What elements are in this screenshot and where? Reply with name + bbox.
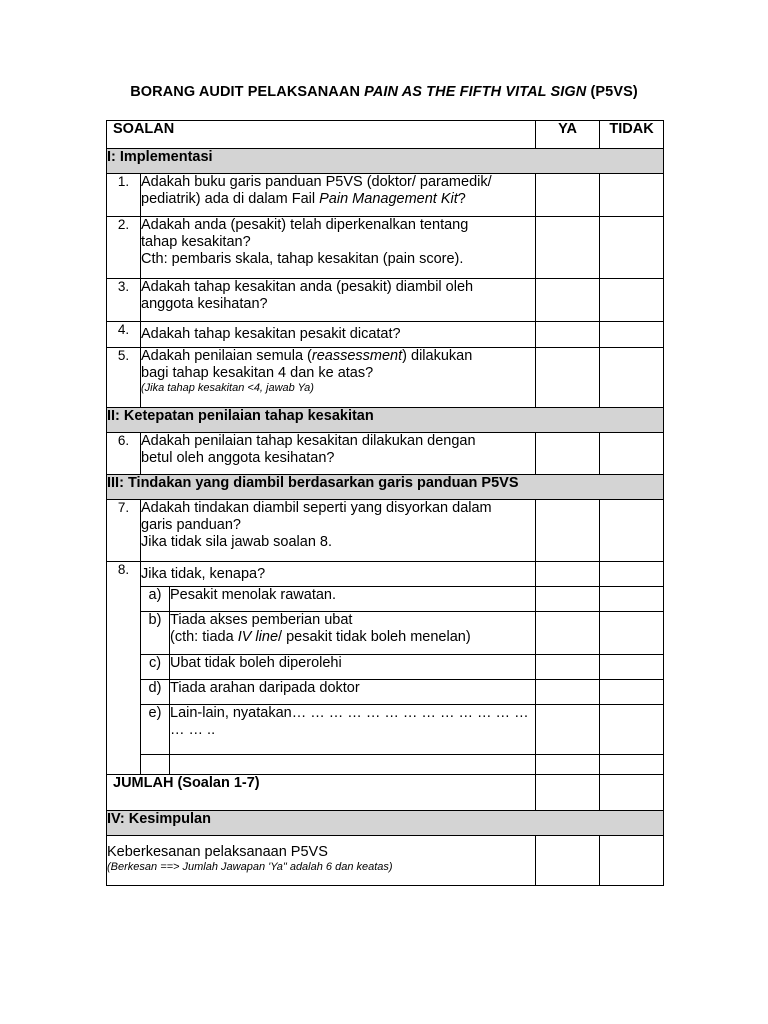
question-row	[107, 500, 664, 562]
question-line: Adakah tindakan diambil seperti yang disyorkan dalam	[141, 500, 492, 516]
answer-ya-cell[interactable]	[536, 348, 600, 408]
question-text	[141, 174, 536, 217]
question-fragment: ) dilakukan	[402, 348, 473, 364]
question-line: Cth: pembaris skala, tahap kesakitan (pain score).	[141, 251, 464, 267]
question-text: Adakah tahap kesakitan pesakit dicatat?	[141, 322, 536, 348]
answer-tidak-cell[interactable]	[600, 217, 664, 279]
answer-ya-cell[interactable]	[536, 562, 600, 587]
section-row	[107, 811, 664, 836]
subitem-row	[107, 587, 664, 612]
answer-tidak-cell[interactable]	[600, 174, 664, 217]
question-line: Adakah anda (pesakit) telah diperkenalkan tentang	[141, 217, 469, 233]
subitem-label: c)	[141, 655, 170, 680]
subitem-row	[107, 705, 664, 755]
question-number: 8.	[107, 562, 141, 775]
question-text	[141, 348, 536, 408]
title-prefix: BORANG AUDIT PELAKSANAAN	[130, 84, 365, 100]
title-suffix: (P5VS)	[586, 84, 638, 100]
question-fragment: ?	[457, 191, 466, 207]
section-kesimpulan: IV: Kesimpulan	[107, 811, 664, 836]
question-line: Jika tidak sila jawab soalan 8.	[141, 534, 333, 550]
answer-tidak-cell[interactable]	[600, 612, 664, 655]
subitem-spacer-row	[107, 755, 664, 775]
question-row	[107, 279, 664, 322]
answer-ya-cell[interactable]	[536, 279, 600, 322]
answer-tidak-cell[interactable]	[600, 587, 664, 612]
jumlah-row	[107, 775, 664, 811]
question-row	[107, 322, 664, 348]
audit-table	[106, 120, 664, 886]
answer-ya-cell[interactable]	[536, 500, 600, 562]
header-soalan: SOALAN	[107, 121, 536, 149]
question-fragment: pediatrik) ada di dalam Fail	[141, 191, 320, 207]
subitem-label: d)	[141, 680, 170, 705]
subitem-row	[107, 680, 664, 705]
question-line: Adakah tahap kesakitan anda (pesakit) diambil oleh	[141, 279, 474, 295]
answer-ya-cell[interactable]	[536, 217, 600, 279]
header-tidak: TIDAK	[600, 121, 664, 149]
section-row	[107, 408, 664, 433]
question-fragment: Adakah penilaian semula (	[141, 348, 312, 364]
kesimpulan-note: (Berkesan ==> Jumlah Jawapan 'Ya" adalah 6 dan keatas)	[107, 861, 393, 873]
subitem-fragment: (cth: tiada	[170, 629, 238, 645]
form-title	[0, 84, 768, 100]
title-italic: PAIN AS THE FIFTH VITAL SIGN	[364, 84, 587, 100]
question-text	[141, 217, 536, 279]
kesimpulan-row	[107, 836, 664, 886]
question-note: (Jika tahap kesakitan <4, jawab Ya)	[141, 382, 314, 394]
jumlah-ya-cell[interactable]	[536, 775, 600, 811]
answer-tidak-cell[interactable]	[600, 279, 664, 322]
answer-tidak-cell[interactable]	[600, 322, 664, 348]
subitem-fragment: / pesakit tidak boleh menelan)	[278, 629, 471, 645]
question-number: 4.	[107, 322, 141, 348]
subitem-row	[107, 655, 664, 680]
question-number: 3.	[107, 279, 141, 322]
question-text: Jika tidak, kenapa?	[141, 562, 536, 587]
question-line: Adakah buku garis panduan P5VS (doktor/ paramedik/	[141, 174, 492, 190]
answer-ya-cell[interactable]	[536, 612, 600, 655]
spacer-cell	[170, 755, 536, 775]
question-row	[107, 433, 664, 475]
subitem-text: Lain-lain, nyatakan… … … … … … … … … … … … … … … ..	[170, 705, 536, 755]
question-italic-fragment: Pain Management Kit	[319, 191, 458, 207]
section-ketepatan: II: Ketepatan penilaian tahap kesakitan	[107, 408, 664, 433]
answer-ya-cell[interactable]	[536, 433, 600, 475]
subitem-label: b)	[141, 612, 170, 655]
answer-tidak-cell[interactable]	[600, 348, 664, 408]
spacer-cell	[141, 755, 170, 775]
header-ya: YA	[536, 121, 600, 149]
answer-ya-cell[interactable]	[536, 705, 600, 755]
question-italic-fragment: reassessment	[311, 348, 403, 364]
answer-tidak-cell[interactable]	[600, 705, 664, 755]
question-row	[107, 217, 664, 279]
section-tindakan: III: Tindakan yang diambil berdasarkan garis panduan P5VS	[107, 475, 664, 500]
subitem-italic-fragment: IV line	[237, 629, 279, 645]
question-number: 5.	[107, 348, 141, 408]
question-row	[107, 174, 664, 217]
answer-ya-cell[interactable]	[536, 655, 600, 680]
question-text	[141, 500, 536, 562]
answer-tidak-cell[interactable]	[600, 755, 664, 775]
answer-tidak-cell[interactable]	[600, 562, 664, 587]
question-number: 6.	[107, 433, 141, 475]
question-text	[141, 433, 536, 475]
question-number: 7.	[107, 500, 141, 562]
subitem-text	[170, 612, 536, 655]
answer-ya-cell[interactable]	[536, 322, 600, 348]
subitem-label: e)	[141, 705, 170, 755]
question-line: tahap kesakitan?	[141, 234, 251, 250]
subitem-text: Tiada arahan daripada doktor	[170, 680, 536, 705]
question-line: garis panduan?	[141, 517, 241, 533]
subitem-text: Ubat tidak boleh diperolehi	[170, 655, 536, 680]
header-row	[107, 121, 664, 149]
section-implementasi: I: Implementasi	[107, 149, 664, 174]
subitem-line	[170, 629, 535, 646]
subitem-label: a)	[141, 587, 170, 612]
question-number: 2.	[107, 217, 141, 279]
kesimpulan-text	[107, 836, 536, 886]
section-row	[107, 149, 664, 174]
question-number: 1.	[107, 174, 141, 217]
kesimpulan-ya-cell[interactable]	[536, 836, 600, 886]
subitem-row	[107, 612, 664, 655]
question-line	[141, 191, 535, 208]
answer-ya-cell[interactable]	[536, 755, 600, 775]
section-row	[107, 475, 664, 500]
subitem-line: Tiada akses pemberian ubat	[170, 612, 353, 628]
question-text	[141, 279, 536, 322]
answer-ya-cell[interactable]	[536, 587, 600, 612]
question-row	[107, 348, 664, 408]
answer-tidak-cell[interactable]	[600, 433, 664, 475]
answer-tidak-cell[interactable]	[600, 680, 664, 705]
question-line: bagi tahap kesakitan 4 dan ke atas?	[141, 365, 374, 381]
kesimpulan-tidak-cell[interactable]	[600, 836, 664, 886]
kesimpulan-line: Keberkesanan pelaksanaan P5VS	[107, 844, 328, 860]
subitem-text: Pesakit menolak rawatan.	[170, 587, 536, 612]
jumlah-label: JUMLAH (Soalan 1-7)	[107, 775, 536, 811]
answer-tidak-cell[interactable]	[600, 655, 664, 680]
answer-ya-cell[interactable]	[536, 174, 600, 217]
answer-ya-cell[interactable]	[536, 680, 600, 705]
jumlah-tidak-cell[interactable]	[600, 775, 664, 811]
question-line: Adakah penilaian tahap kesakitan dilakukan dengan	[141, 433, 476, 449]
question-line: anggota kesihatan?	[141, 296, 268, 312]
question-line: betul oleh anggota kesihatan?	[141, 450, 335, 466]
answer-tidak-cell[interactable]	[600, 500, 664, 562]
question-row	[107, 562, 664, 587]
question-line	[141, 348, 535, 365]
